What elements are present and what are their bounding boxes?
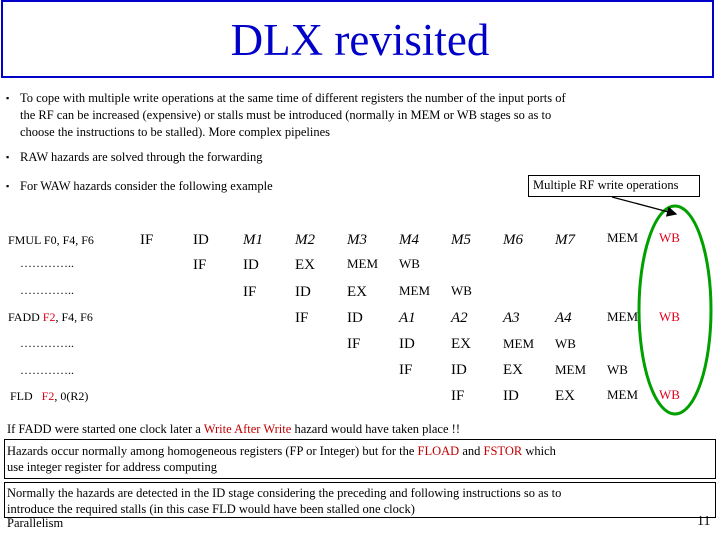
stage-cell: IF <box>140 232 154 248</box>
stage-cell: ID <box>503 388 519 404</box>
stage-cell: M4 <box>399 232 419 248</box>
instr-fld-src: , 0(R2) <box>54 389 89 403</box>
stage-cell: MEM <box>607 230 639 245</box>
stage-cell: MEM <box>503 336 535 351</box>
bullet-1-line-3: choose the instructions to be stalled). More complex pipelines <box>20 125 330 139</box>
stage-cell: M2 <box>295 232 315 248</box>
term-fstor: FSTOR <box>483 444 523 458</box>
callout-label: Multiple RF write operations <box>533 178 679 192</box>
stage-cell: EX <box>555 388 575 404</box>
note-hazards-text: Hazards occur normally among homogeneous registers (FP or Integer) but for the <box>7 444 418 458</box>
stage-cell: M5 <box>451 232 471 248</box>
note-waw <box>7 421 460 437</box>
stage-cell: ID <box>399 336 415 352</box>
stage-cell: IF <box>451 388 465 404</box>
note-detection <box>7 485 561 517</box>
stage-cell: ID <box>451 362 467 378</box>
instr-fld-dest: F2 <box>41 389 55 403</box>
bullet-2: RAW hazards are solved through the forwarding <box>20 150 263 164</box>
stage-cell: ID <box>193 232 209 248</box>
stage-cell: M6 <box>503 232 523 248</box>
instr-fadd-src: , F4, F6 <box>55 310 93 324</box>
wb-highlight-oval <box>639 206 711 414</box>
stage-cell: WB <box>607 362 628 377</box>
bullet-marker: ▪ <box>6 181 10 191</box>
stage-cell: WB <box>659 309 680 324</box>
stage-cell: MEM <box>347 256 379 271</box>
stage-cell: IF <box>243 284 257 300</box>
stage-cell: MEM <box>607 309 639 324</box>
bullet-1-line-1: To cope with multiple write operations at the same time of different registers the number of the input ports of <box>20 91 566 105</box>
stage-cell: WB <box>399 256 420 271</box>
stage-cell: WB <box>659 387 680 402</box>
stage-cell: EX <box>347 284 367 300</box>
bullet-1-line-2: the RF can be increased (expensive) or stalls must be introduced (normally in MEM or WB stages so as to <box>20 108 552 122</box>
footer-label: Parallelism <box>7 516 64 530</box>
note-waw-text-end: hazard would have taken place !! <box>291 422 460 436</box>
instr-fmul: FMUL F0, F4, F6 <box>8 233 94 247</box>
instr-fld-op: FLD <box>10 389 33 403</box>
stage-cell: IF <box>295 310 309 326</box>
note-hazards <box>7 443 556 475</box>
stage-cell: A3 <box>503 310 520 326</box>
stage-cell: M7 <box>555 232 575 248</box>
stage-cell: MEM <box>607 387 639 402</box>
bullet-3: For WAW hazards consider the following example <box>20 179 273 193</box>
term-fload: FLOAD <box>417 444 460 458</box>
instr-dots: ………….. <box>20 283 74 297</box>
stage-cell: WB <box>451 283 472 298</box>
stage-cell: A4 <box>555 310 572 326</box>
stage-cell: WB <box>555 336 576 351</box>
callout-arrow <box>612 197 676 214</box>
stage-cell: ID <box>295 284 311 300</box>
stage-cell: IF <box>399 362 413 378</box>
stage-cell: WB <box>659 230 680 245</box>
stage-cell: MEM <box>555 362 587 377</box>
stage-cell: EX <box>295 257 315 273</box>
instr-fadd-op: FADD <box>8 310 43 324</box>
instr-fadd-dest: F2 <box>42 310 56 324</box>
bullet-marker: ▪ <box>6 152 10 162</box>
stage-cell: EX <box>451 336 471 352</box>
stage-cell: IF <box>347 336 361 352</box>
note-waw-term: Write After Write <box>203 422 292 436</box>
note-hazards-which: which <box>522 444 556 458</box>
stage-cell: M1 <box>243 232 263 248</box>
note-detection-line-2: introduce the required stalls (in this case FLD would have been stalled one clock) <box>7 502 415 516</box>
page-number: 11 <box>697 514 711 529</box>
stage-cell: ID <box>243 257 259 273</box>
note-detection-line-1: Normally the hazards are detected in the ID stage considering the preceding and following instructions so as to <box>7 486 562 500</box>
instr-dots: ………….. <box>20 336 74 350</box>
stage-cell: MEM <box>399 283 431 298</box>
slide-title: DLX revisited <box>230 15 490 65</box>
stage-cell: IF <box>193 257 207 273</box>
note-hazards-and: and <box>459 444 484 458</box>
stage-cell: ID <box>347 310 363 326</box>
note-waw-text: If FADD were started one clock later a <box>7 422 204 436</box>
stage-cell: M3 <box>347 232 367 248</box>
stage-cell: A2 <box>451 310 468 326</box>
stage-cell: A1 <box>399 310 416 326</box>
instr-dots: ………….. <box>20 256 74 270</box>
instr-dots: ………….. <box>20 363 74 377</box>
stage-cell: EX <box>503 362 523 378</box>
note-hazards-line-2: use integer register for address computing <box>7 460 218 474</box>
bullet-marker: ▪ <box>6 93 10 103</box>
